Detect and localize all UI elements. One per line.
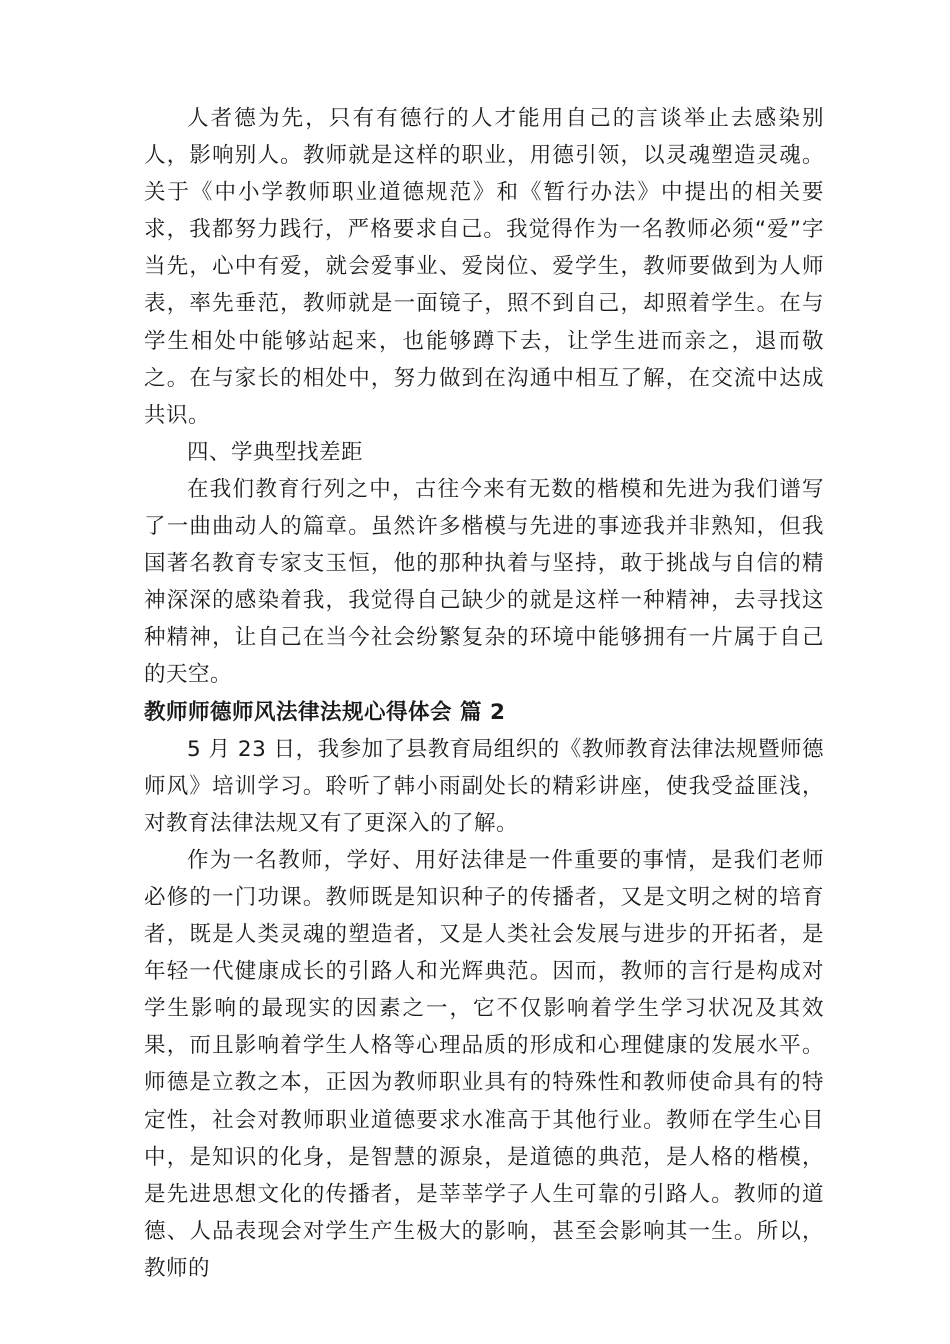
document-body <box>144 100 824 1287</box>
paragraph-virtue-first: 人者德为先，只有有德行的人才能用自己的言谈举止去感染别人，影响别人。教师就是这样的职业，用德引领，以灵魂塑造灵魂。关于《中小学教师职业道德规范》和《暂行办法》中提出的相关要求，我都努力践行，严格要求自己。我觉得作为一名教师必须“爱”字当先，心中有爱，就会爱事业、爱岗位、爱学生，教师要做到为人师表，率先垂范，教师就是一面镜子，照不到自己，却照着学生。在与学生相处中能够站起来，也能够蹲下去，让学生进而亲之，退而敬之。在与家长的相处中，努力做到在沟通中相互了解，在交流中达成共识。 <box>144 106 824 428</box>
paragraph-teacher-role: 作为一名教师，学好、用好法律是一件重要的事情，是我们老师必修的一门功课。教师既是知识种子的传播者，又是文明之树的培育者，既是人类灵魂的塑造者，又是人类社会发展与进步的开拓者，是年轻一代健康成长的引路人和光辉典范。因而，教师的言行是构成对学生影响的最现实的因素之一，它不仅影响着学生学习状况及其效果，而且影响着学生人格等心理品质的形成和心理健康的发展水平。师德是立教之本，正因为教师职业具有的特殊性和教师使命具有的特定性，社会对教师职业道德要求水准高于其他行业。教师在学生心目中，是知识的化身，是智慧的源泉，是道德的典范，是人格的楷模，是先进思想文化的传播者，是莘莘学子人生可靠的引路人。教师的道德、人品表现会对学生产生极大的影响，甚至会影响其一生。所以，教师的 <box>144 847 824 1281</box>
article-heading-part-2: 教师师德师风法律法规心得体会 篇 2 <box>144 699 506 725</box>
section-heading-learn-from-models: 四、学典型找差距 <box>187 439 364 465</box>
paragraph-training-may-23: 5 月 23 日，我参加了县教育局组织的《教师教育法律法规暨师德师风》培训学习。聆听了韩小雨副处长的精彩讲座，使我受益匪浅，对教育法律法规又有了更深入的了解。 <box>144 736 824 836</box>
paragraph-education-models: 在我们教育行列之中，古往今来有无数的楷模和先进为我们谱写了一曲曲动人的篇章。虽然许多楷模与先进的事迹我并非熟知，但我国著名教育专家支玉恒，他的那种执着与坚持，敢于挑战与自信的精神深深的感染着我，我觉得自己缺少的就是这样一种精神，去寻找这种精神，让自己在当今社会纷繁复杂的环境中能够拥有一片属于自己的天空。 <box>144 476 824 688</box>
